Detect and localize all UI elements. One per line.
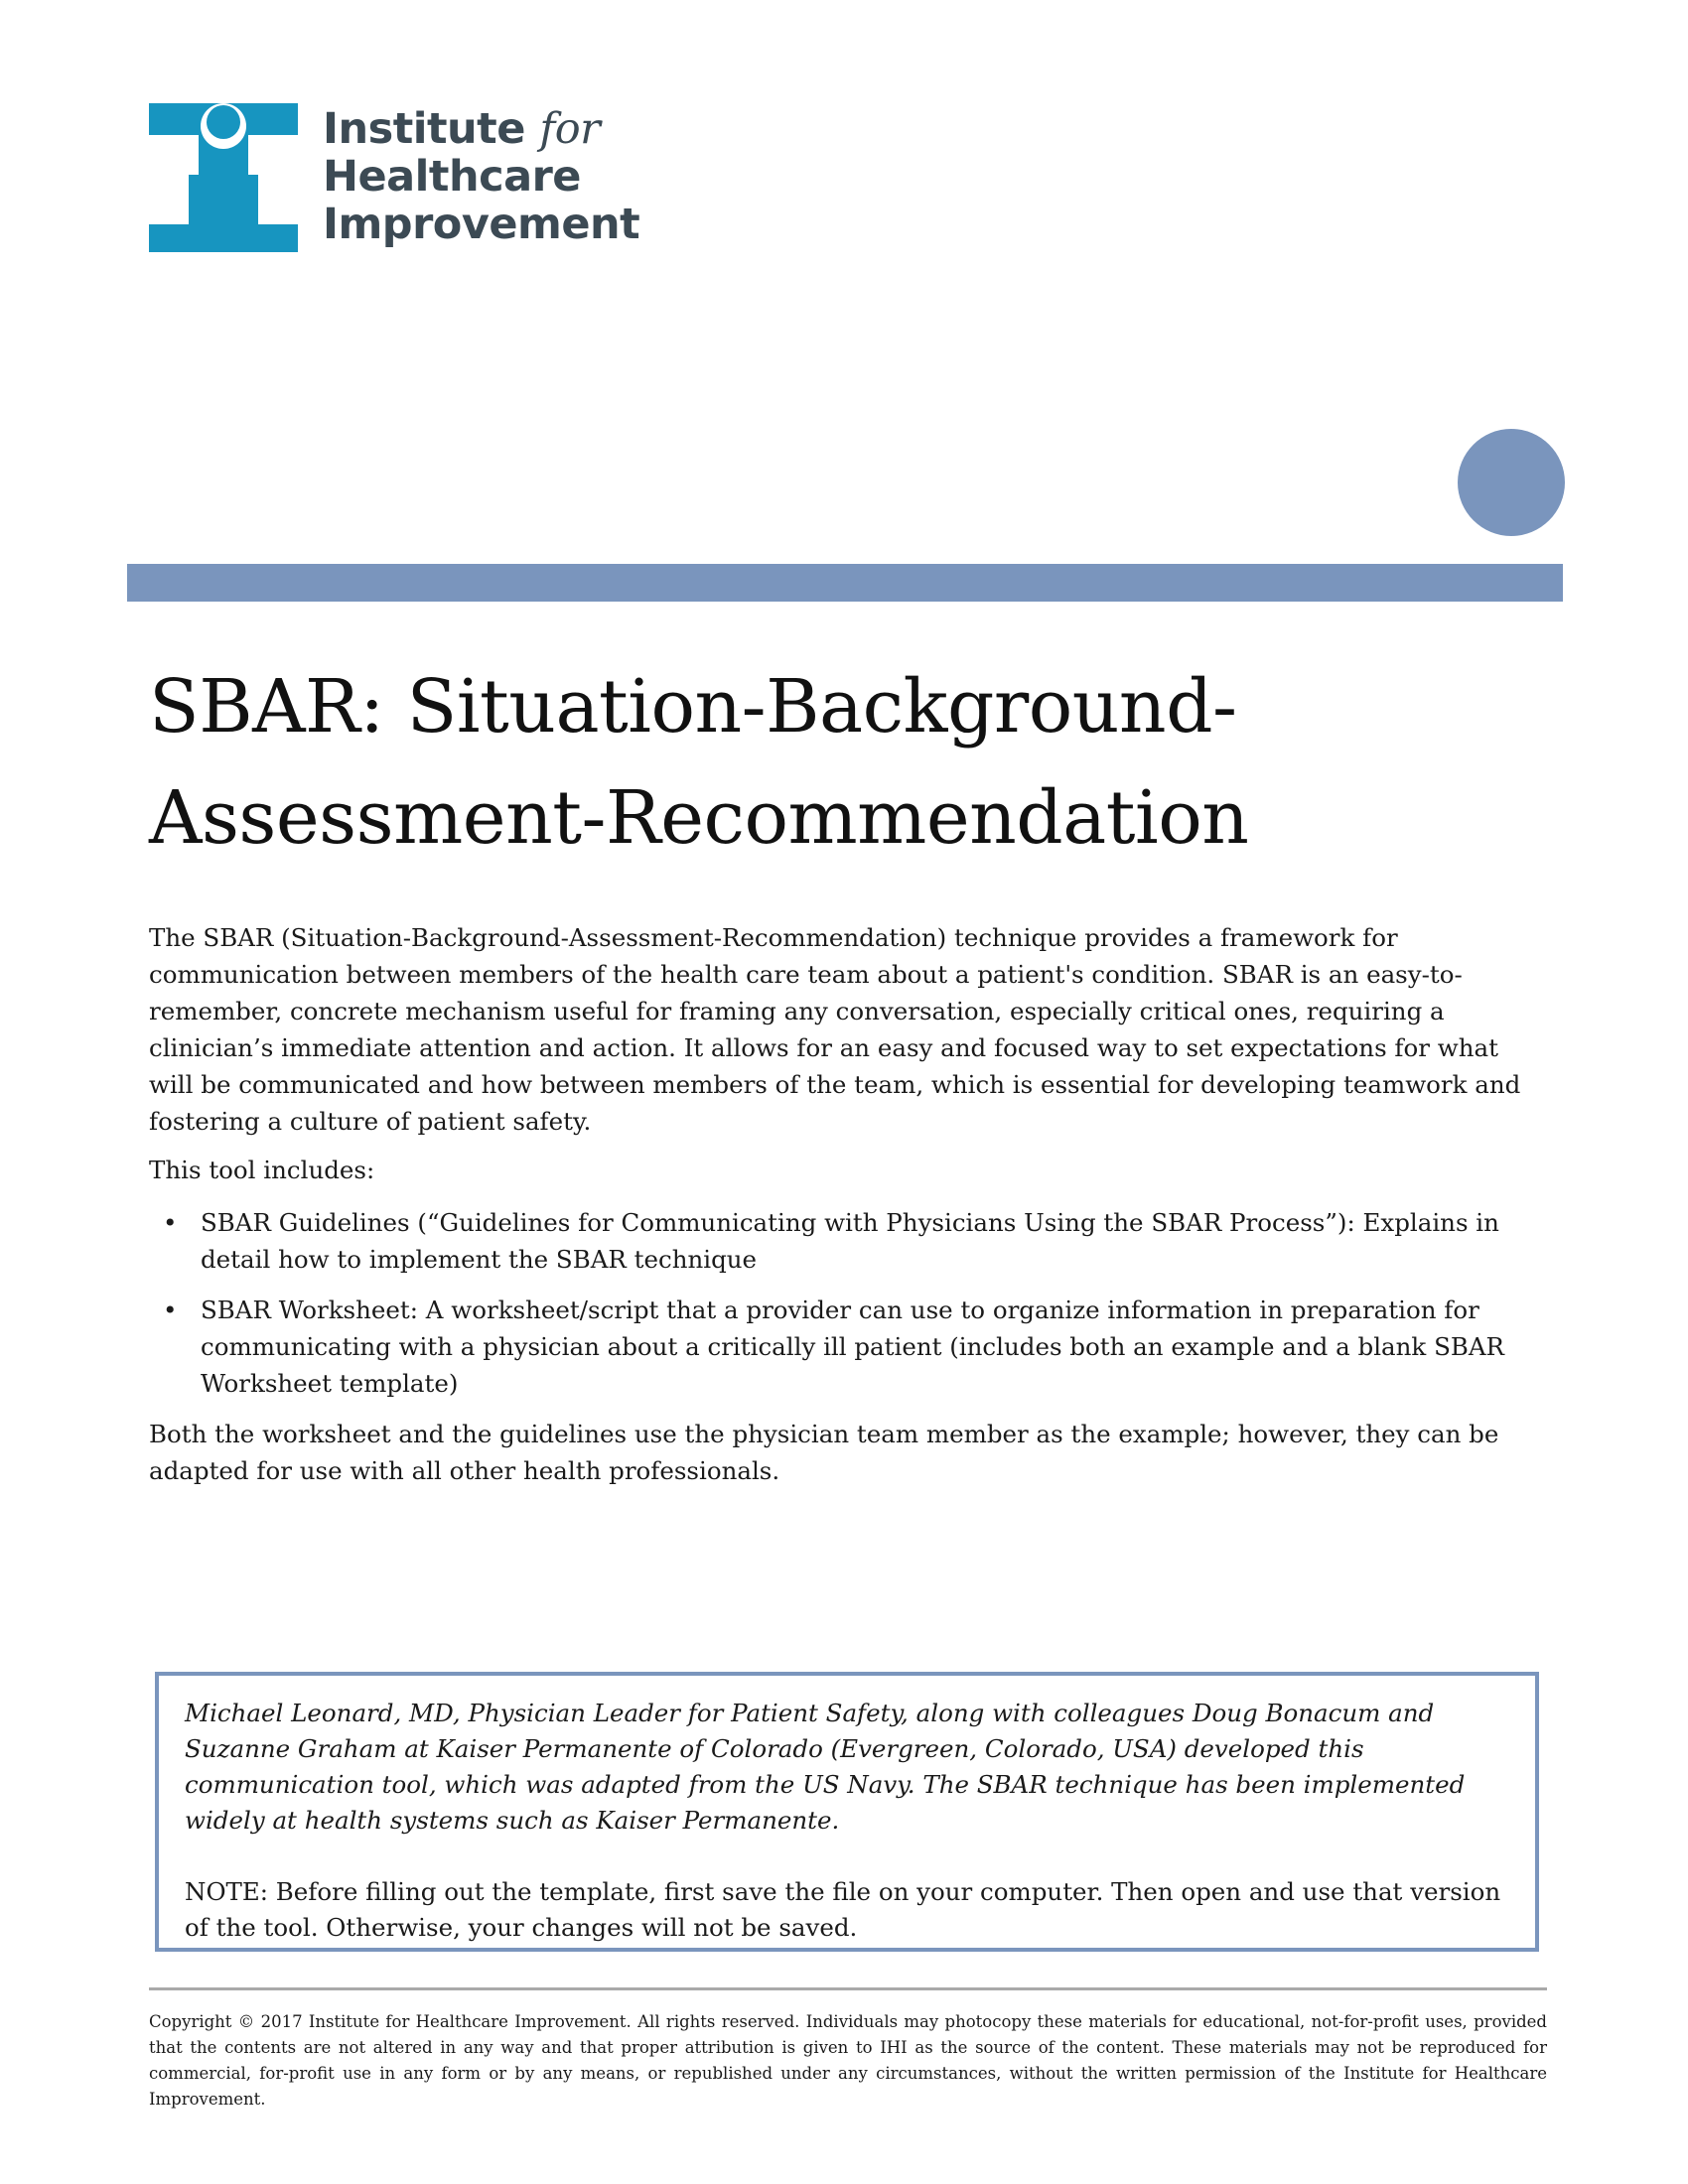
page-title-line-1: SBAR: Situation-Background-	[149, 664, 1237, 750]
bullet-icon: •	[163, 1208, 178, 1237]
logo-line-1-main: Institute	[323, 104, 540, 154]
ihi-logo	[149, 103, 645, 262]
list-item-text: SBAR Worksheet: A worksheet/script that a provider can use to organize information in preparation for communicating with a physician about a critically ill patient (includes both an example and a blank SBAR Worksheet template)	[201, 1296, 1504, 1398]
decorative-circle	[1458, 429, 1565, 536]
decorative-band	[127, 564, 1563, 602]
logo-line-2: Healthcare	[323, 152, 581, 202]
bullet-icon: •	[163, 1296, 178, 1324]
list-item	[149, 1292, 1539, 1402]
note-box	[155, 1672, 1539, 1952]
tool-includes-heading: This tool includes:	[149, 1156, 375, 1184]
intro-paragraph: The SBAR (Situation-Background-Assessment-Recommendation) technique provides a framework for communication between members of the health care team about a patient's condition. SBAR is an easy-to-remember, concrete mechanism useful for framing any conversation, especially critical ones, requiring a clinician’s immediate attention and action. It allows for an easy and focused way to set expectations for what will be communicated and how between members of the team, which is essential for developing teamwork and fostering a culture of patient safety.	[149, 923, 1521, 1136]
tool-list	[149, 1204, 1539, 1402]
ihi-logo-mark-icon	[149, 103, 298, 252]
list-item-text: SBAR Guidelines (“Guidelines for Communicating with Physicians Using the SBAR Process”): Explains in detail how to implement the SBAR technique	[201, 1208, 1499, 1274]
page-title-line-2: Assessment-Recommendation	[149, 775, 1249, 861]
logo-line-1	[323, 105, 639, 153]
list-item	[149, 1204, 1539, 1278]
closing-paragraph: Both the worksheet and the guidelines use the physician team member as the example; however, they can be adapted for use with all other health professionals.	[149, 1420, 1499, 1485]
ihi-logo-wordmark	[323, 105, 639, 248]
footer-divider	[149, 1987, 1547, 1990]
logo-line-3: Improvement	[323, 200, 640, 249]
body-content	[149, 919, 1539, 1501]
copyright-notice: Copyright © 2017 Institute for Healthcare Improvement. All rights reserved. Individuals may photocopy these materials for educational, not-for-profit uses, provided that the contents are not altered in any way and that proper attribution is given to IHI as the source of the content. These materials may not be reproduced for commercial, for-profit use in any form or by any means, or republished under any circumstances, without the written permission of the Institute for Healthcare Improvement.	[149, 2012, 1547, 2109]
page-title	[149, 651, 1539, 874]
save-note-text: NOTE: Before filling out the template, first save the file on your computer. Then open and use that version of the tool. Otherwise, your changes will not be saved.	[185, 1877, 1501, 1942]
logo-line-1-italic: for	[539, 104, 601, 154]
credits-text: Michael Leonard, MD, Physician Leader for Patient Safety, along with colleagues Doug Bonacum and Suzanne Graham at Kaiser Permanente of Colorado (Evergreen, Colorado, USA) developed this communication tool, which was adapted from the US Navy. The SBAR technique has been implemented widely at health systems such as Kaiser Permanente.	[185, 1699, 1466, 1835]
